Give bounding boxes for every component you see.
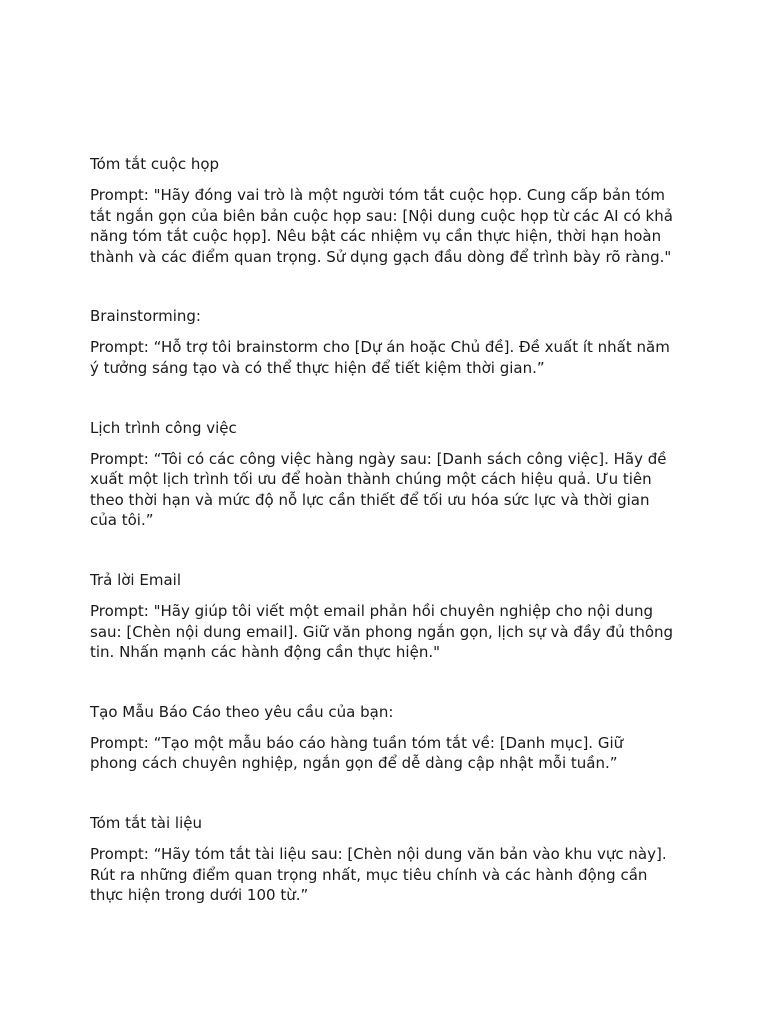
section-prompt: Prompt: “Tạo một mẫu báo cáo hàng tuần tóm tắt về: [Danh mục]. Giữ phong cách chuyên nghiệp, ngắn gọn để dễ dàng cập nhật mỗi tuần.”	[90, 733, 624, 773]
section-prompt: Prompt: “Tôi có các công việc hàng ngày sau: [Danh sách công việc]. Hãy đề xuất một lịch trình tối ưu để hoàn thành chúng một cách hiệu quả. Ưu tiên theo thời hạn và mức độ nỗ lực cần thiết để tối ưu hóa sức lực và thời gian của tôi.”	[90, 449, 667, 530]
section-heading: Lịch trình công việc	[90, 418, 237, 437]
section-heading: Tạo Mẫu Báo Cáo theo yêu cầu của bạn:	[90, 702, 394, 721]
section-heading: Trả lời Email	[90, 570, 181, 589]
section-heading: Tóm tắt cuộc họp	[90, 155, 220, 173]
section-heading: Brainstorming:	[90, 307, 201, 326]
section-heading: Tóm tắt tài liệu	[90, 813, 202, 832]
section-prompt: Prompt: “Hỗ trợ tôi brainstorm cho [Dự án hoặc Chủ đề]. Đề xuất ít nhất năm ý tưởng sáng tạo và có thể thực hiện để tiết kiệm thời gian.”	[90, 338, 670, 377]
section-prompt: Prompt: "Hãy đóng vai trò là một người tóm tắt cuộc họp. Cung cấp bản tóm tắt ngắn gọn của biên bản cuộc họp sau: [Nội dung cuộc họp từ các AI có khả năng tóm tắt cuộc họp]. Nêu bật các nhiệm vụ cần thực hiện, thời hạn hoàn thành và các điểm quan trọng. Sử dụng gạch đầu dòng để trình bày rõ ràng."	[90, 186, 673, 266]
document-page	[90, 154, 690, 945]
section-brainstorming	[90, 306, 690, 378]
section-meeting-summary	[90, 154, 690, 267]
section-document-summary	[90, 813, 690, 906]
section-prompt: Prompt: “Hãy tóm tắt tài liệu sau: [Chèn nội dung văn bản vào khu vực này]. Rút ra những điểm quan trọng nhất, mục tiêu chính và các hành động cần thực hiện trong dưới 100 từ.”	[90, 844, 667, 905]
section-prompt: Prompt: "Hãy giúp tôi viết một email phản hồi chuyên nghiệp cho nội dung sau: [Chèn nội dung email]. Giữ văn phong ngắn gọn, lịch sự và đầy đủ thông tin. Nhấn mạnh các hành động cần thực hiện."	[90, 601, 674, 662]
section-work-schedule	[90, 418, 690, 531]
section-report-template	[90, 702, 690, 774]
section-email-reply	[90, 570, 690, 663]
